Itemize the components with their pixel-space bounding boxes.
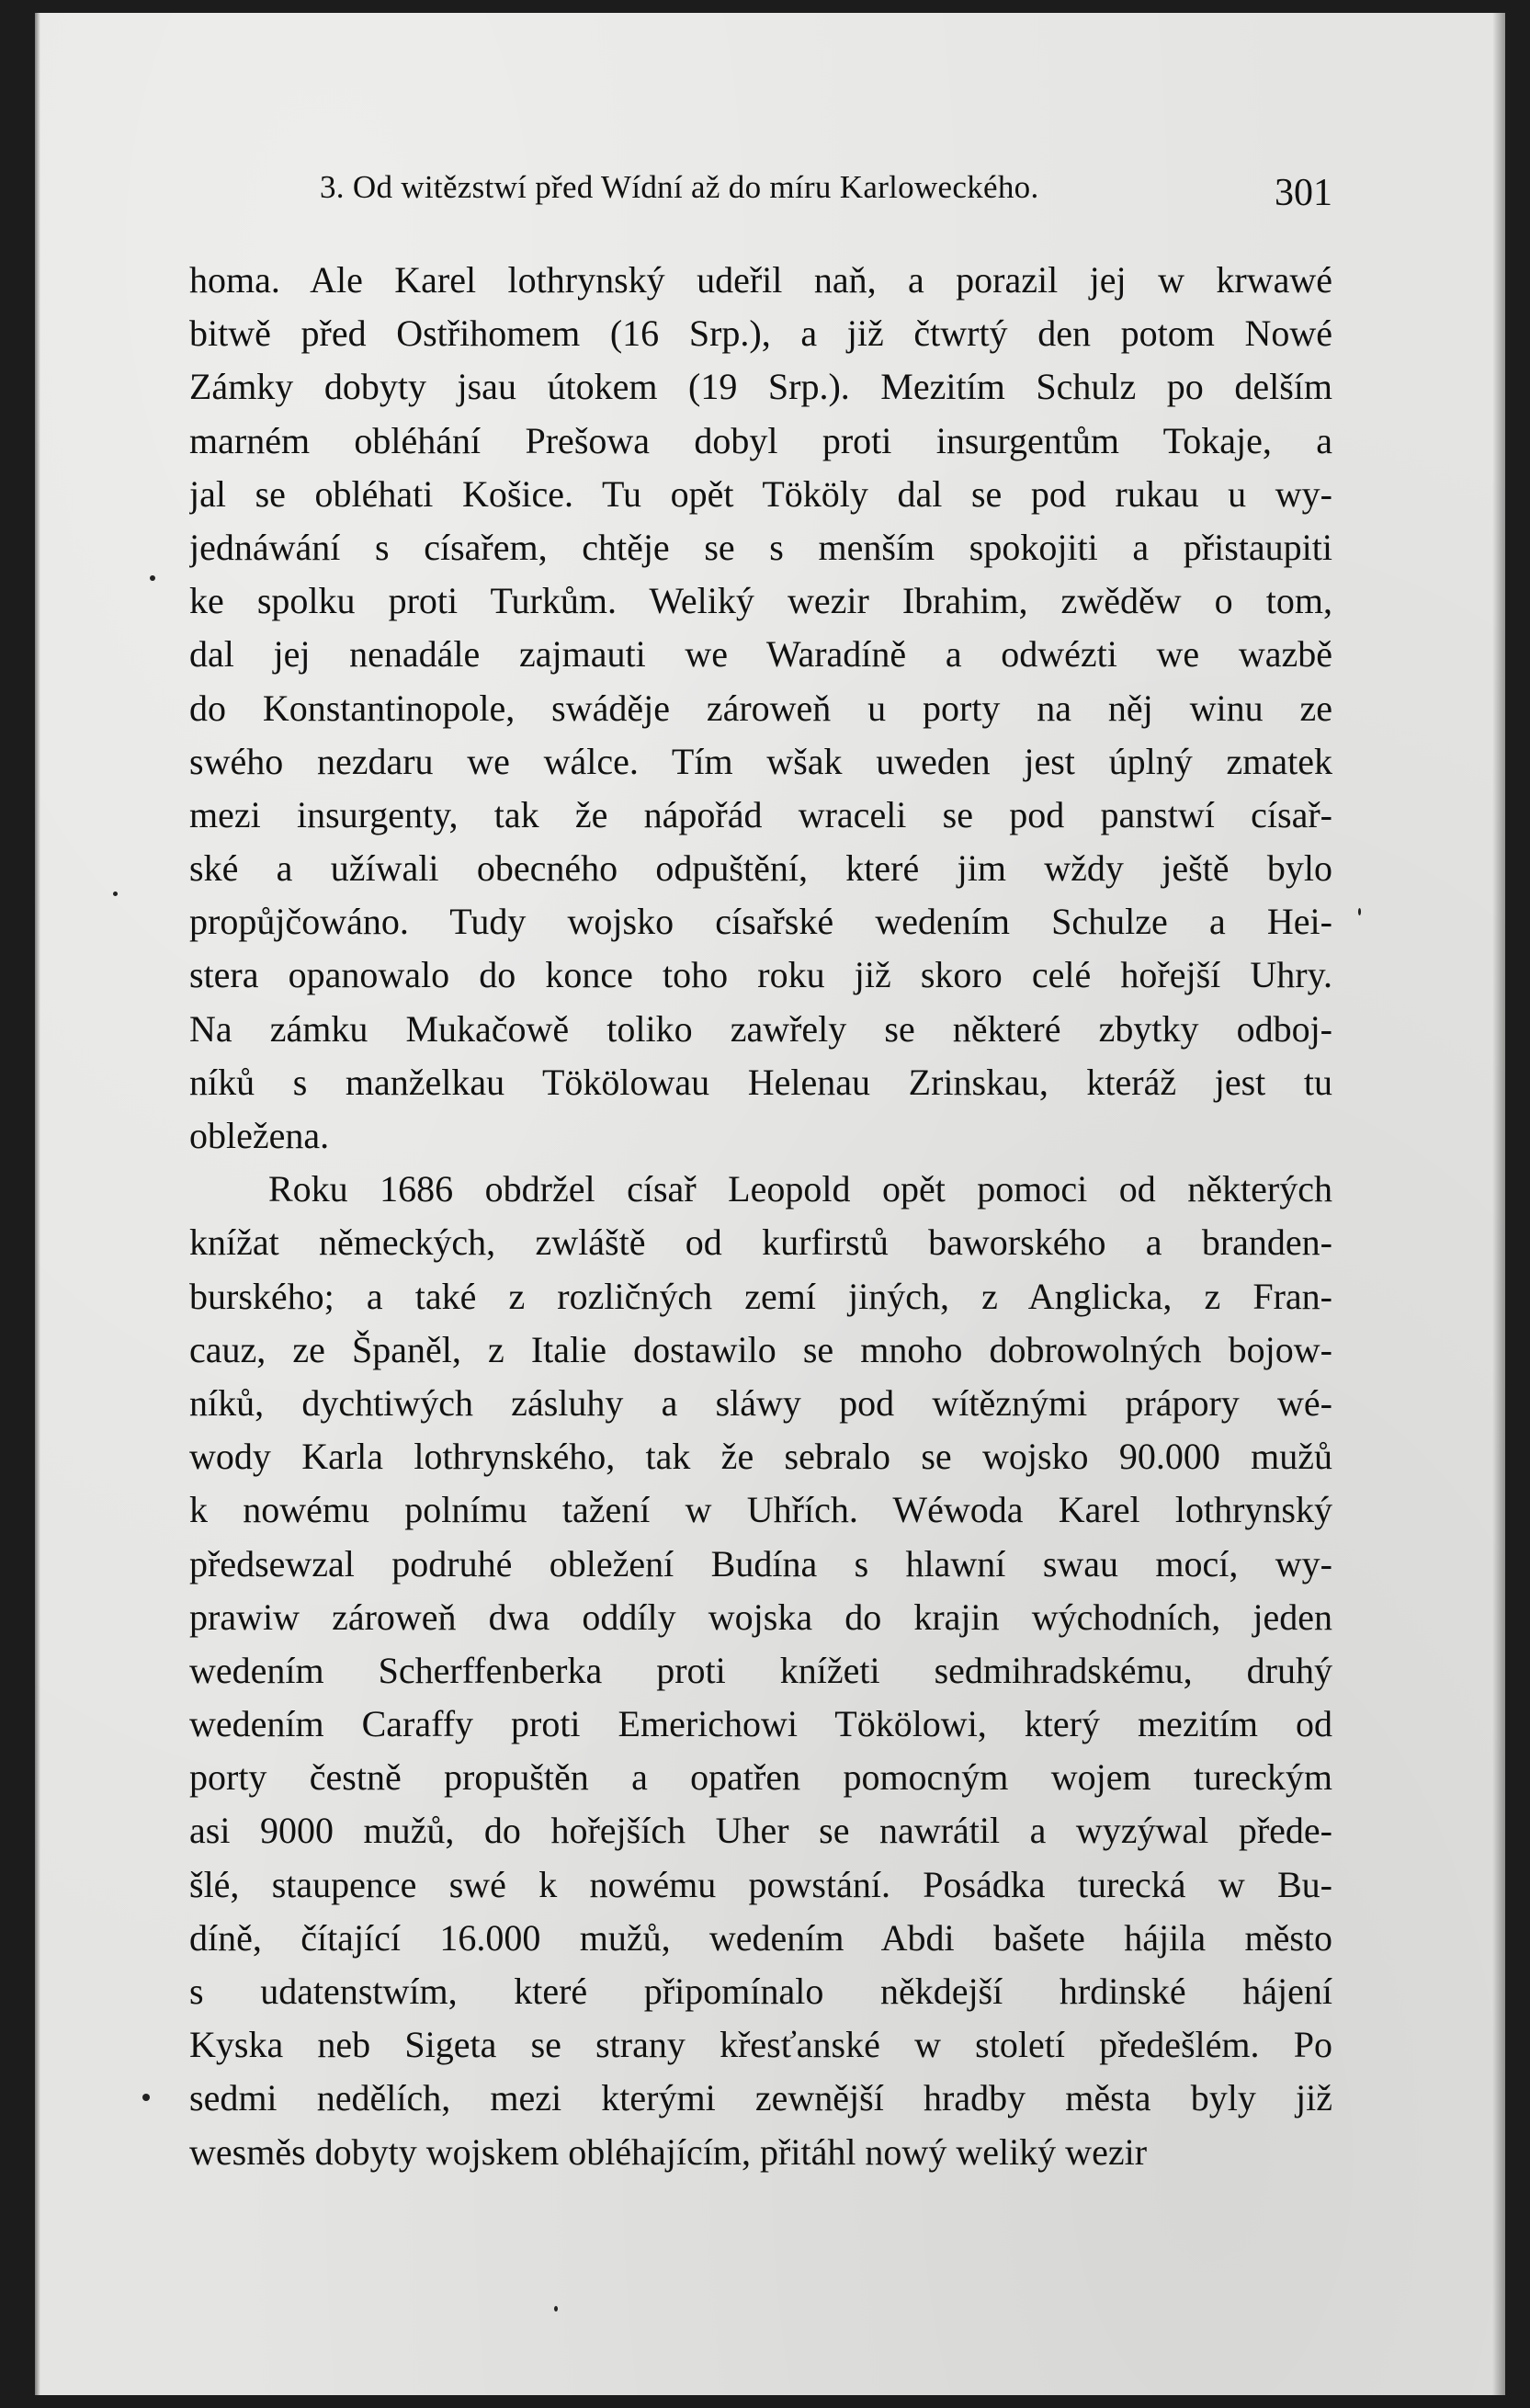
text-line: s udatenstwím, které připomínalo někdejší hrdinské hájení — [189, 1971, 1332, 2012]
text-line: burského; a také z rozličných zemí jiných, z Anglicka, z Fran- — [189, 1275, 1332, 1317]
text-line: wedením Scherffenberka proti knížeti sedmihradskému, druhý — [189, 1649, 1332, 1691]
text-line: porty čestně propuštěn a opatřen pomocným wojem tureckým — [189, 1756, 1332, 1799]
page-left-shadow — [35, 13, 40, 2395]
text-line: prawiw zároweň dwa oddíly wojska do krajin wýchodních, jeden — [189, 1596, 1332, 1638]
text-line: cauz, ze Španěl, z Italie dostawilo se mnoho dobrowolných bojow- — [189, 1328, 1332, 1370]
text-line: níků, dychtiwých zásluhy a sláwy pod wítěznými prápory wé- — [189, 1381, 1332, 1424]
scan-speck — [113, 892, 118, 896]
text-line: propůjčowáno. Tudy wojsko císařské wedením Schulze a Hei- — [189, 901, 1332, 943]
text-line: dal jej nenadále zajmauti we Waradíně a odwézti we wazbě — [189, 633, 1332, 676]
running-head — [320, 169, 1332, 215]
scan-speck — [1358, 908, 1361, 915]
text-line: obležena. — [189, 1115, 330, 1156]
text-line: ke spolku proti Turkům. Weliký wezir Ibrahim, zwěděw o tom, — [189, 580, 1332, 622]
scan-speck — [554, 2306, 558, 2311]
text-line: předsewzal podruhé obležení Budína s hlawní swau mocí, wy- — [189, 1542, 1332, 1585]
text-line: Roku 1686 obdržel císař Leopold opět pomoci od některých — [268, 1168, 1332, 1210]
text-line: homa. Ale Karel lothrynský udeřil naň, a porazil jej w krwawé — [189, 259, 1332, 301]
body-text — [189, 254, 1332, 2179]
text-line: bitwě před Ostřihomem (16 Srp.), a již čtwrtý den potom Nowé — [189, 312, 1332, 355]
text-line: marném obléhání Prešowa dobyl proti insurgentům Tokaje, a — [189, 419, 1332, 461]
text-line: swého nezdaru we wálce. Tím wšak uweden jest úplný zmatek — [189, 740, 1332, 782]
text-line: jal se obléhati Košice. Tu opět Tököly dal se pod rukau u wy- — [189, 472, 1332, 515]
text-line: k nowému polnímu tažení w Uhřích. Wéwoda Karel lothrynský — [189, 1489, 1332, 1531]
text-line: níků s manželkau Tökölowau Helenau Zrinskau, kteráž jest tu — [189, 1061, 1332, 1103]
text-line: wody Karla lothrynského, tak že sebralo se wojsko 90.000 mužů — [189, 1436, 1332, 1478]
text-line: wesměs dobyty wojskem obléhajícím, přitáhl nowý weliký wezir — [189, 2130, 1148, 2173]
text-line: Kyska neb Sigeta se strany křesťanské w století předešlém. Po — [189, 2024, 1332, 2066]
text-line: knížat německých, zwláště od kurfirstů baworského a branden- — [189, 1221, 1332, 1264]
page-right-shadow — [1492, 13, 1505, 2395]
paragraph — [189, 254, 1332, 1163]
running-head-title: 3. Od witězstwí před Wídní až do míru Karloweckého. — [320, 169, 1039, 205]
scan-speck — [150, 575, 155, 581]
text-line: Zámky dobyty jsau útokem (19 Srp.). Mezitím Schulz po delším — [189, 366, 1332, 408]
scan-speck — [142, 2094, 150, 2101]
text-line: šlé, staupence swé k nowému powstání. Posádka turecká w Bu- — [189, 1863, 1332, 1905]
text-line: díně, čítající 16.000 mužů, wedením Abdi bašete hájila město — [189, 1916, 1332, 1959]
text-line: do Konstantinopole, swáděje zároweň u porty na něj winu ze — [189, 687, 1332, 729]
paragraph — [189, 1163, 1332, 2179]
text-line: stera opanowalo do konce toho roku již skoro celé hořejší Uhry. — [189, 954, 1332, 996]
page-number: 301 — [1275, 172, 1332, 214]
text-line: sedmi nedělích, mezi kterými zewnější hradby města byly již — [189, 2077, 1332, 2119]
text-line: ské a užíwali obecného odpuštění, které jim wždy ještě bylo — [189, 847, 1332, 890]
text-line: jednáwání s císařem, chtěje se s menším spokojiti a přistaupiti — [189, 526, 1332, 568]
book-page — [35, 13, 1505, 2395]
text-line: mezi insurgenty, tak že nápořád wraceli se pod panstwí císař- — [189, 793, 1332, 835]
text-line: wedením Caraffy proti Emerichowi Tökölowi, který mezitím od — [189, 1703, 1332, 1745]
text-line: Na zámku Mukačowě toliko zawřely se některé zbytky odboj- — [189, 1007, 1332, 1050]
text-line: asi 9000 mužů, do hořejších Uher se nawrátil a wyzýwal přede- — [189, 1810, 1332, 1852]
